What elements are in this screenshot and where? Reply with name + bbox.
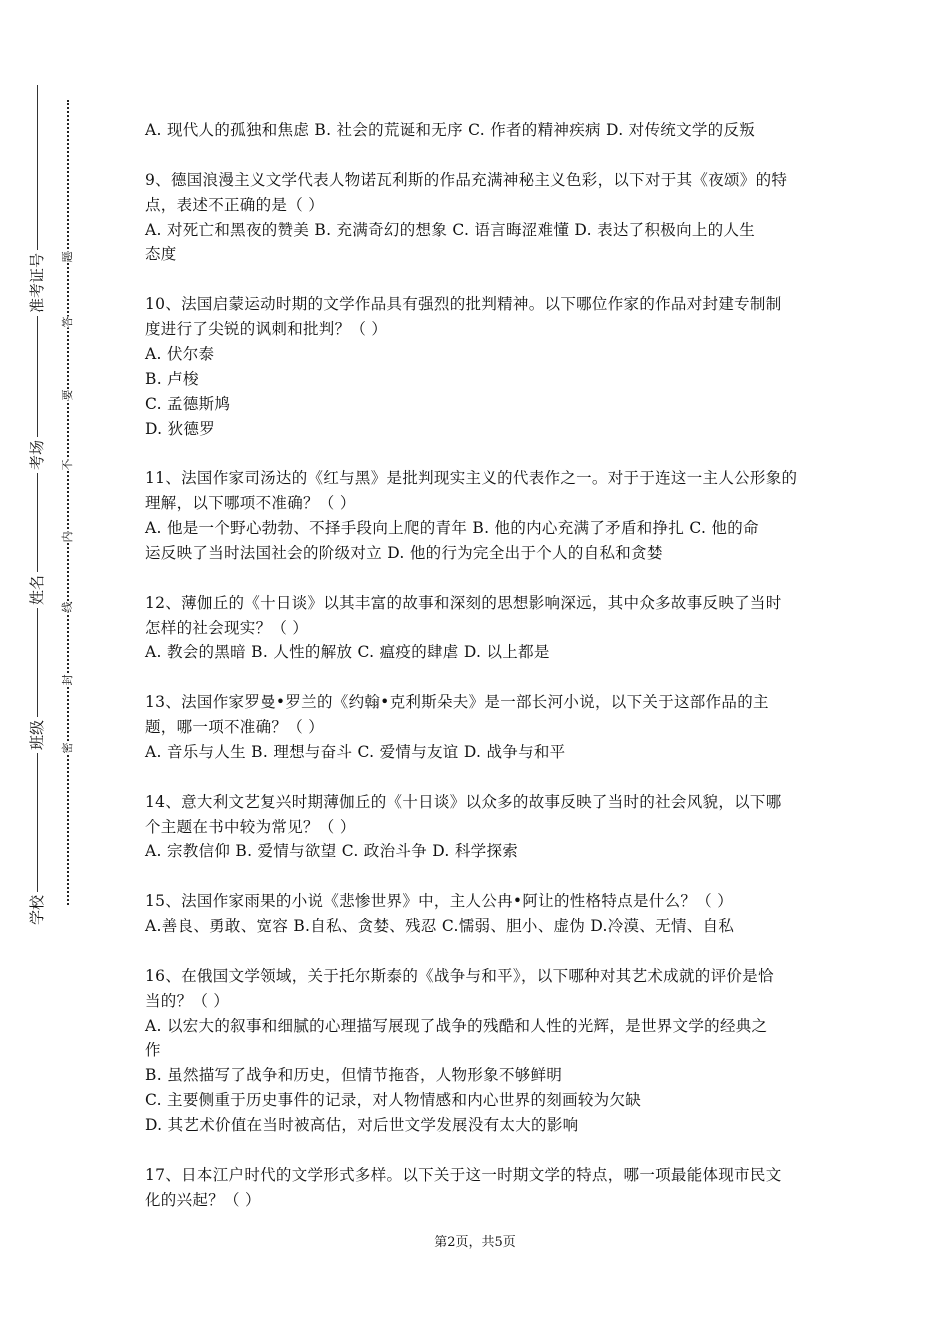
question-block <box>145 118 825 143</box>
question-block <box>145 466 825 566</box>
question-text-line: A. 伏尔泰 <box>145 344 215 363</box>
question-text-line: A. 音乐与人生 B. 理想与奋斗 C. 爱情与友谊 D. 战争与和平 <box>145 742 566 761</box>
question-block <box>145 168 825 268</box>
question-text-line: 14、意大利文艺复兴时期薄伽丘的《十日谈》以众多的故事反映了当时的社会风貌，以下哪 <box>145 792 782 811</box>
question-text-line: 16、在俄国文学领域，关于托尔斯泰的《战争与和平》，以下哪种对其艺术成就的评价是恰 <box>145 966 774 985</box>
question-text-line: A.善良、勇敢、宽容 B.自私、贪婪、残忍 C.懦弱、胆小、虚伪 D.冷漠、无情、自私 <box>145 917 735 935</box>
question-text-line: 个主题在书中较为常见？（ ） <box>145 817 356 836</box>
question-text-line: 度进行了尖锐的讽刺和批判？（ ） <box>145 320 388 338</box>
seal-char: 内 <box>61 531 74 543</box>
question-text-line: 13、法国作家罗曼•罗兰的《约翰•克利斯朵夫》是一部长河小说，以下关于这部作品的主 <box>145 693 769 712</box>
question-text-line: D. 狄德罗 <box>145 419 216 438</box>
question-text-line: 当的？（ ） <box>145 991 230 1010</box>
question-list <box>145 118 825 1213</box>
exam-room-label: 考场 <box>28 437 46 473</box>
question-block <box>145 964 825 1138</box>
question-text-line: A. 对死亡和黑夜的赞美 B. 充满奇幻的想象 C. 语言晦涩难懂 D. 表达了积极向上的人生 <box>145 220 756 239</box>
question-block <box>145 889 825 939</box>
seal-char: 线 <box>61 601 74 613</box>
seal-dotted-line <box>67 100 69 905</box>
blank-line <box>145 864 825 889</box>
seal-char: 不 <box>61 459 74 471</box>
question-block <box>145 690 825 765</box>
question-text-line: A. 宗教信仰 B. 爱情与欲望 C. 政治斗争 D. 科学探索 <box>145 842 519 861</box>
question-text-line: A. 现代人的孤独和焦虑 B. 社会的荒诞和无序 C. 作者的精神疾病 D. 对传统文学的反叛 <box>145 121 756 139</box>
question-text-line: 态度 <box>145 245 177 264</box>
page-number: 第2页，共5页 <box>434 1235 516 1250</box>
binding-margin <box>0 0 100 1344</box>
question-text-line: 17、日本江户时代的文学形式多样。以下关于这一时期文学的特点，哪一项最能体现市民文 <box>145 1165 782 1184</box>
blank-line <box>145 566 825 591</box>
question-block <box>145 591 825 666</box>
seal-char: 封 <box>61 674 74 686</box>
question-text-line: 15、法国作家雨果的小说《悲惨世界》中，主人公冉•阿让的性格特点是什么？（ ） <box>145 892 733 911</box>
blank-line <box>145 1138 825 1163</box>
question-text-line: B. 虽然描写了战争和历史，但情节拖沓，人物形象不够鲜明 <box>145 1066 563 1085</box>
question-text-line: 怎样的社会现实？（ ） <box>145 618 309 637</box>
question-text-line: 10、法国启蒙运动时期的文学作品具有强烈的批判精神。以下哪位作家的作品对封建专制制 <box>145 295 782 314</box>
blank-line <box>145 665 825 690</box>
question-text-line: C. 主要侧重于历史事件的记录，对人物情感和内心世界的刻画较为欠缺 <box>145 1091 642 1110</box>
question-text-line: B. 卢梭 <box>145 369 199 388</box>
question-text-line: 运反映了当时法国社会的阶级对立 D. 他的行为完全出于个人的自私和贪婪 <box>145 543 663 562</box>
question-text-line: A. 他是一个野心勃勃、不择手段向上爬的青年 B. 他的内心充满了矛盾和挣扎 C. 他的命 <box>145 519 759 537</box>
question-block <box>145 292 825 441</box>
question-text-line: 理解，以下哪项不准确？（ ） <box>145 494 356 513</box>
blank-line <box>145 765 825 790</box>
question-block <box>145 1163 825 1213</box>
class-label: 班级 <box>28 717 46 753</box>
question-text-line: A. 以宏大的叙事和细腻的心理描写展现了战争的残酷和人性的光辉，是世界文学的经典之 <box>145 1016 768 1035</box>
seal-char: 答 <box>61 316 74 328</box>
question-text-line: 化的兴起？（ ） <box>145 1190 261 1209</box>
question-text-line: C. 孟德斯鸠 <box>145 394 231 413</box>
question-text-line: 11、法国作家司汤达的《红与黑》是批判现实主义的代表作之一。对于于连这一主人公形象的 <box>145 469 798 488</box>
question-text-line: 12、薄伽丘的《十日谈》以其丰富的故事和深刻的思想影响深远，其中众多故事反映了当时 <box>145 593 782 612</box>
question-block <box>145 790 825 865</box>
question-text-line: A. 教会的黑暗 B. 人性的解放 C. 瘟疫的肆虐 D. 以上都是 <box>145 643 550 662</box>
exam-id-label: 准考证号 <box>28 250 46 316</box>
seal-char: 密 <box>61 742 74 754</box>
school-label: 学校 <box>28 892 46 928</box>
blank-line <box>145 441 825 466</box>
name-label: 姓名 <box>28 572 46 608</box>
seal-char: 要 <box>61 389 74 401</box>
fill-in-line <box>37 85 38 925</box>
blank-line <box>145 939 825 964</box>
blank-line <box>145 143 825 168</box>
question-text-line: 作 <box>145 1041 161 1060</box>
seal-char: 题 <box>61 251 74 263</box>
question-text-line: 题，哪一项不准确？（ ） <box>145 718 325 736</box>
question-text-line: 9、德国浪漫主义文学代表人物诺瓦利斯的作品充满神秘主义色彩，以下对于其《夜颂》的特 <box>145 170 788 189</box>
blank-line <box>145 267 825 292</box>
question-text-line: 点，表述不正确的是（ ） <box>145 195 325 214</box>
question-text-line: D. 其艺术价值在当时被高估，对后世文学发展没有太大的影响 <box>145 1116 579 1134</box>
